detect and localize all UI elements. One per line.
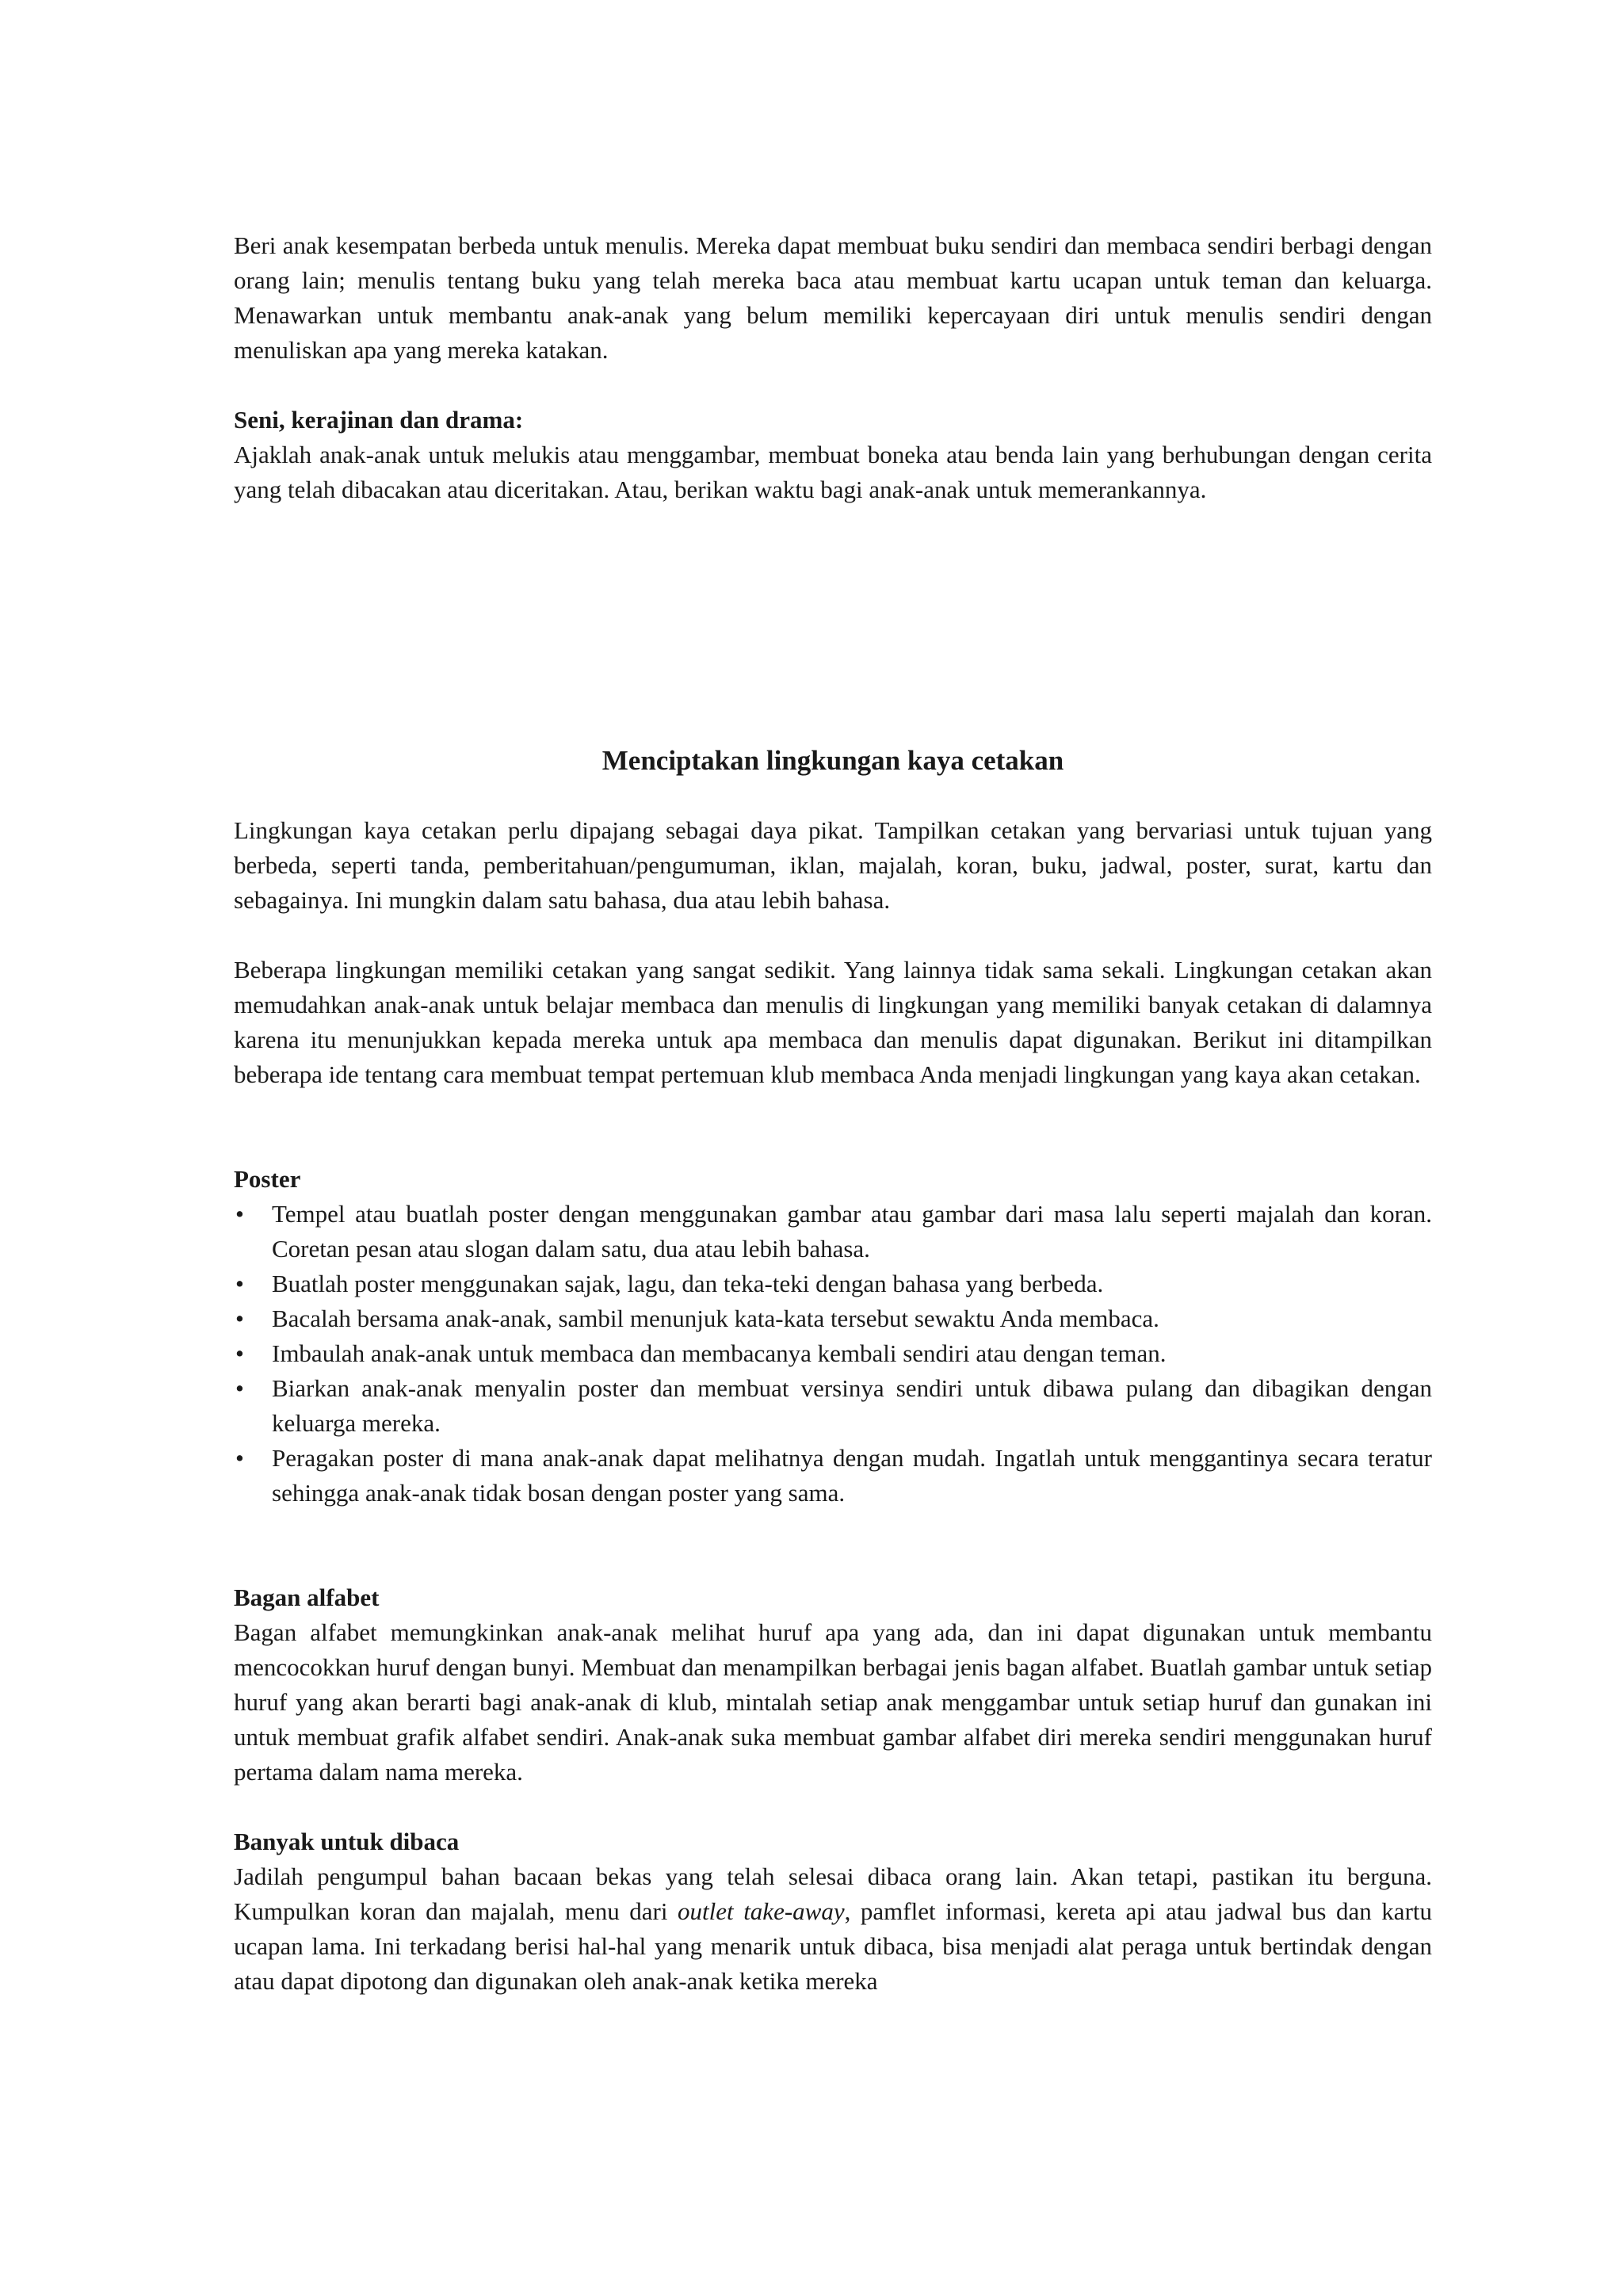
poster-list <box>234 1197 1432 1511</box>
banyak-text-start: Jadilah pengumpul bahan bacaan bekas yang telah selesai dibaca orang lain. Akan tetapi, pastikan itu berguna. Kumpulkan koran dan majalah, menu dari <box>234 1862 1432 1925</box>
bullet-icon: • <box>235 1444 244 1472</box>
banyak-paragraph <box>234 1859 1432 1999</box>
section-paragraph-2: Beberapa lingkungan memiliki cetakan yang sangat sedikit. Yang lainnya tidak sama sekali. Lingkungan cetakan akan memudahkan anak-anak untuk belajar membaca dan menulis di lingkungan yang memiliki banyak cetakan di dalamnya karena itu menunjukkan kepada mereka untuk apa membaca dan menulis dapat digunakan. Berikut ini ditampilkan beberapa ide tentang cara membuat tempat pertemuan klub membaca Anda menjadi lingkungan yang kaya akan cetakan. <box>234 956 1432 1088</box>
section-title: Menciptakan lingkungan kaya cetakan <box>601 745 1064 776</box>
list-item <box>234 1197 1432 1266</box>
list-item-text: Tempel atau buatlah poster dengan menggunakan gambar atau gambar dari masa lalu seperti majalah dan koran. Coretan pesan atau slogan dalam satu, dua atau lebih bahasa. <box>272 1200 1432 1263</box>
list-item-text: Bacalah bersama anak-anak, sambil menunjuk kata-kata tersebut sewaktu Anda membaca. <box>272 1305 1159 1332</box>
seni-heading: Seni, kerajinan dan drama: <box>234 406 524 434</box>
list-item-text: Imbaulah anak-anak untuk membaca dan membacanya kembali sendiri atau dengan teman. <box>272 1339 1167 1367</box>
bagan-paragraph: Bagan alfabet memungkinkan anak-anak melihat huruf apa yang ada, dan ini dapat digunakan untuk membantu mencocokkan huruf dengan bunyi. Membuat dan menampilkan berbagai jenis bagan alfabet. Buatlah gambar untuk setiap huruf yang akan berarti bagi anak-anak di klub, mintalah setiap anak menggambar untuk setiap huruf dan gunakan ini untuk membuat grafik alfabet sendiri. Anak-anak suka membuat gambar alfabet diri mereka sendiri menggunakan huruf pertama dalam nama mereka. <box>234 1618 1432 1786</box>
list-item-text: Biarkan anak-anak menyalin poster dan membuat versinya sendiri untuk dibawa pulang dan dibagikan dengan keluarga mereka. <box>272 1374 1432 1437</box>
poster-heading: Poster <box>234 1165 301 1193</box>
list-item <box>234 1371 1432 1441</box>
bullet-icon: • <box>235 1305 244 1332</box>
banyak-italic-term: outlet take-away <box>678 1897 845 1925</box>
banyak-text-end: , pamflet informasi, kereta api atau jadwal bus dan kartu ucapan lama. Ini terkadang berisi hal-hal yang menarik untuk dibaca, bisa menjadi alat peraga untuk bertindak dengan atau dapat dipotong dan digunakan oleh anak-anak ketika mereka <box>234 1897 1433 1995</box>
list-item <box>234 1441 1432 1511</box>
list-item <box>234 1266 1432 1301</box>
list-item-text: Buatlah poster menggunakan sajak, lagu, dan teka-teki dengan bahasa yang berbeda. <box>272 1270 1104 1297</box>
banyak-heading: Banyak untuk dibaca <box>234 1828 460 1855</box>
seni-paragraph: Ajaklah anak-anak untuk melukis atau menggambar, membuat boneka atau benda lain yang berhubungan dengan cerita yang telah dibacakan atau diceritakan. Atau, berikan waktu bagi anak-anak untuk memerankannya. <box>234 441 1432 503</box>
bullet-icon: • <box>235 1339 244 1367</box>
bullet-icon: • <box>235 1374 244 1402</box>
intro-paragraph: Beri anak kesempatan berbeda untuk menulis. Mereka dapat membuat buku sendiri dan membaca sendiri berbagi dengan orang lain; menulis tentang buku yang telah mereka baca atau membuat kartu ucapan untuk teman dan keluarga. Menawarkan untuk membantu anak-anak yang belum memiliki kepercayaan diri untuk menulis sendiri dengan menuliskan apa yang mereka katakan. <box>234 231 1432 364</box>
list-item <box>234 1336 1432 1371</box>
document-page <box>234 228 1432 1999</box>
bagan-heading: Bagan alfabet <box>234 1584 380 1611</box>
bullet-icon: • <box>235 1200 244 1228</box>
list-item-text: Peragakan poster di mana anak-anak dapat melihatnya dengan mudah. Ingatlah untuk menggantinya secara teratur sehingga anak-anak tidak bosan dengan poster yang sama. <box>272 1444 1432 1507</box>
section-paragraph-1: Lingkungan kaya cetakan perlu dipajang sebagai daya pikat. Tampilkan cetakan yang bervariasi untuk tujuan yang berbeda, seperti tanda, pemberitahuan/pengumuman, iklan, majalah, koran, buku, jadwal, poster, surat, kartu dan sebagainya. Ini mungkin dalam satu bahasa, dua atau lebih bahasa. <box>234 816 1432 914</box>
list-item <box>234 1301 1432 1336</box>
bullet-icon: • <box>235 1270 244 1297</box>
